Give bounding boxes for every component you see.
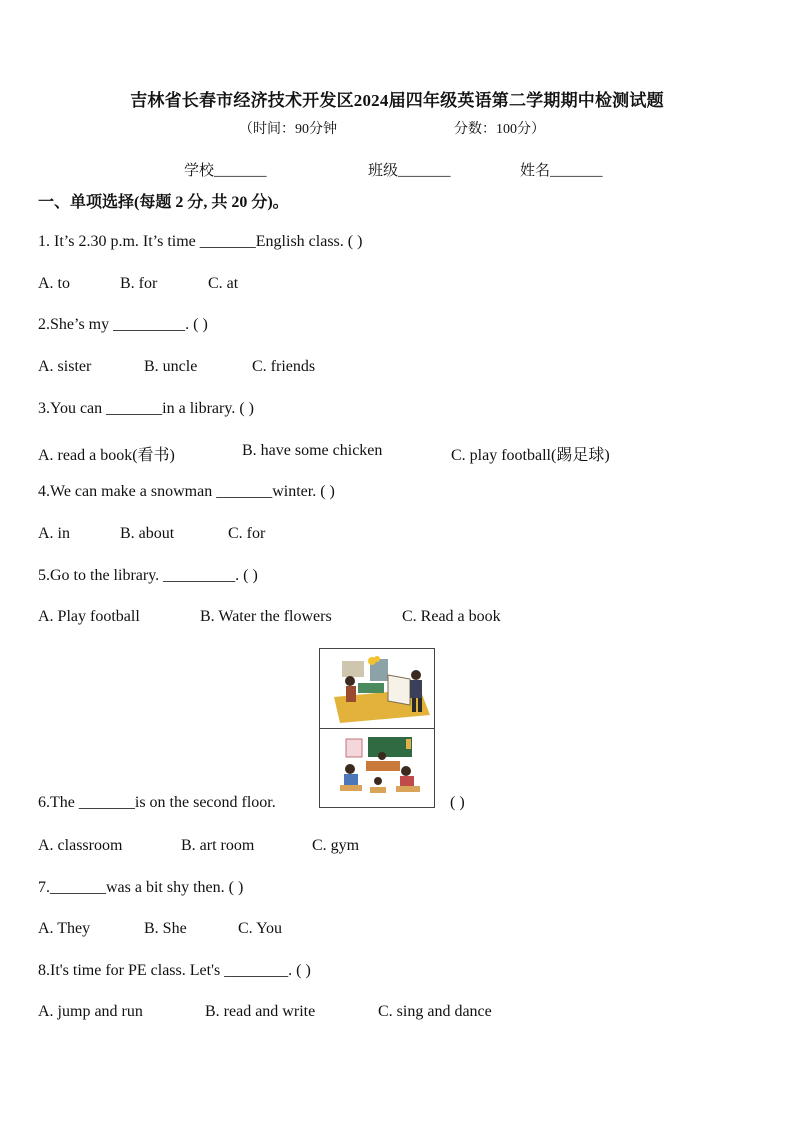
q7-option-b: B. She	[144, 920, 187, 937]
section-title: 一、单项选择(每题 2 分, 共 20 分)。	[38, 194, 289, 211]
name-field: 姓名_______	[520, 163, 603, 179]
question-1: 1. It’s 2.30 p.m. It’s time _______English class. ( )	[38, 233, 363, 250]
q1-option-c: C. at	[208, 275, 239, 292]
q2-option-c: C. friends	[252, 358, 316, 375]
school-field: 学校_______	[184, 163, 267, 179]
q3-option-a: A. read a book(看书)	[38, 447, 175, 464]
question-4: 4.We can make a snowman _______winter. ( )	[38, 483, 335, 500]
classroom-illustration	[320, 729, 434, 808]
q1-option-a: A. to	[38, 275, 70, 292]
question-3: 3.You can _______in a library. ( )	[38, 400, 254, 417]
q3-option-b: B. have some chicken	[242, 442, 383, 459]
q8-option-b: B. read and write	[205, 1003, 316, 1020]
q7-option-a: A. They	[38, 920, 91, 937]
question-6: 6.The _______is on the second floor.	[38, 794, 276, 811]
q6-option-a: A. classroom	[38, 837, 123, 854]
exam-score: 分数：100分）	[454, 122, 545, 137]
art-room-illustration	[320, 649, 434, 729]
q8-option-a: A. jump and run	[38, 1003, 143, 1020]
question-8: 8.It's time for PE class. Let's ________. ( )	[38, 962, 311, 979]
q6-option-c: C. gym	[312, 837, 360, 854]
question-6-picture	[319, 648, 435, 808]
question-6-answer-paren: ( )	[450, 794, 465, 811]
q4-option-c: C. for	[228, 525, 266, 542]
q7-option-c: C. You	[238, 920, 283, 937]
q4-option-a: A. in	[38, 525, 70, 542]
q2-option-b: B. uncle	[144, 358, 198, 375]
question-5: 5.Go to the library. _________. ( )	[38, 567, 258, 584]
q5-option-a: A. Play football	[38, 608, 140, 625]
exam-time: （时间：90分钟	[239, 122, 337, 137]
q4-option-b: B. about	[120, 525, 175, 542]
q1-option-b: B. for	[120, 275, 158, 292]
q2-option-a: A. sister	[38, 358, 92, 375]
q8-option-c: C. sing and dance	[378, 1003, 492, 1020]
question-7: 7._______was a bit shy then. ( )	[38, 879, 244, 896]
q3-option-c: C. play football(踢足球)	[451, 447, 610, 464]
page-title: 吉林省长春市经济技术开发区2024届四年级英语第二学期期中检测试题	[130, 91, 664, 110]
question-2: 2.She’s my _________. ( )	[38, 316, 208, 333]
q5-option-c: C. Read a book	[402, 608, 501, 625]
q5-option-b: B. Water the flowers	[200, 608, 332, 625]
class-field: 班级_______	[368, 163, 451, 179]
q6-option-b: B. art room	[181, 837, 255, 854]
